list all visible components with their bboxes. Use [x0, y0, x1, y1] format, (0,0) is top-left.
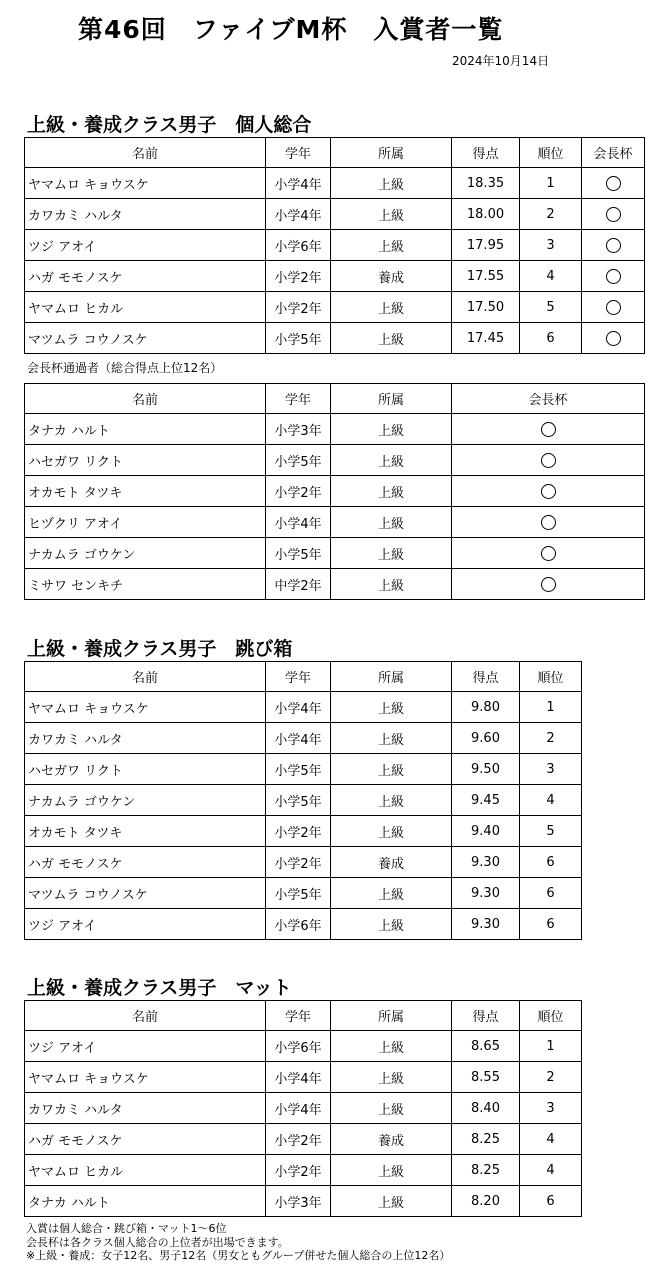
footer-notes [26, 1222, 450, 1263]
event-date: 2024年10月14日 [452, 54, 550, 68]
cell-name: ツジ アオイ [25, 909, 266, 940]
cell-name: カワカミ ハルタ [25, 723, 266, 754]
cell-affil: 上級 [331, 414, 452, 445]
column-header-score: 得点 [452, 662, 520, 692]
circle-mark-icon [541, 484, 556, 499]
table-row [25, 847, 582, 878]
table-row [25, 261, 645, 292]
circle-mark-icon [541, 453, 556, 468]
cell-rank: 1 [520, 692, 582, 723]
cell-rank: 2 [520, 1062, 582, 1093]
cell-rank: 5 [520, 292, 582, 323]
cell-grade: 小学2年 [266, 292, 331, 323]
section-title-overall: 上級・養成クラス男子 個人総合 [27, 114, 312, 136]
cell-name: ヤマムロ ヒカル [25, 1155, 266, 1186]
cell-rank: 2 [520, 723, 582, 754]
cell-affil: 上級 [331, 476, 452, 507]
column-header-chairman-cup: 会長杯 [582, 138, 645, 168]
circle-mark-icon [606, 331, 621, 346]
cell-rank: 4 [520, 1155, 582, 1186]
cell-name: オカモト タツキ [25, 816, 266, 847]
cell-score: 8.40 [452, 1093, 520, 1124]
table-row [25, 1124, 582, 1155]
cell-rank: 6 [520, 1186, 582, 1217]
mat-results-table [24, 1000, 582, 1217]
table-row [25, 723, 582, 754]
cell-name: ヤマムロ ヒカル [25, 292, 266, 323]
table-row [25, 1186, 582, 1217]
cell-affil: 上級 [331, 230, 452, 261]
table-row [25, 414, 645, 445]
table-row [25, 445, 645, 476]
cell-grade: 小学2年 [266, 476, 331, 507]
column-header-grade: 学年 [266, 662, 331, 692]
section-title-mat: 上級・養成クラス男子 マット [27, 977, 292, 999]
column-header-grade: 学年 [266, 1001, 331, 1031]
cell-name: カワカミ ハルタ [25, 199, 266, 230]
cell-chairman-cup [582, 230, 645, 261]
page-title: 第46回 ファイブM杯 入賞者一覧 [78, 15, 504, 44]
cell-affil: 上級 [331, 1155, 452, 1186]
table-row [25, 909, 582, 940]
table-row [25, 1031, 582, 1062]
cell-grade: 小学2年 [266, 847, 331, 878]
column-header-affiliation: 所属 [331, 662, 452, 692]
table-row [25, 1155, 582, 1186]
cell-affil: 上級 [331, 909, 452, 940]
cell-chairman-cup [582, 292, 645, 323]
cell-grade: 小学6年 [266, 1031, 331, 1062]
cell-chairman-cup [452, 507, 645, 538]
cell-name: ハガ モモノスケ [25, 847, 266, 878]
cell-name: ハガ モモノスケ [25, 1124, 266, 1155]
column-header-score: 得点 [452, 1001, 520, 1031]
cell-rank: 1 [520, 168, 582, 199]
cell-name: ヤマムロ キョウスケ [25, 168, 266, 199]
cell-grade: 小学3年 [266, 414, 331, 445]
cell-chairman-cup [582, 261, 645, 292]
circle-mark-icon [541, 546, 556, 561]
cell-rank: 4 [520, 1124, 582, 1155]
cell-affil: 上級 [331, 199, 452, 230]
cell-grade: 小学6年 [266, 230, 331, 261]
column-header-score: 得点 [452, 138, 520, 168]
cell-affil: 上級 [331, 692, 452, 723]
cell-score: 9.80 [452, 692, 520, 723]
cell-chairman-cup [452, 476, 645, 507]
cell-grade: 小学4年 [266, 507, 331, 538]
circle-mark-icon [606, 207, 621, 222]
cup-qualifiers-table [24, 383, 645, 600]
cell-grade: 小学5年 [266, 754, 331, 785]
cell-score: 9.60 [452, 723, 520, 754]
cell-affil: 上級 [331, 569, 452, 600]
cell-name: ヤマムロ キョウスケ [25, 692, 266, 723]
cell-score: 18.00 [452, 199, 520, 230]
cell-score: 9.45 [452, 785, 520, 816]
column-header-rank: 順位 [520, 1001, 582, 1031]
footer-note: 会長杯は各クラス個人総合の上位者が出場できます。 [26, 1235, 289, 1249]
cell-grade: 小学5年 [266, 323, 331, 354]
column-header-affiliation: 所属 [331, 384, 452, 414]
cell-rank: 6 [520, 847, 582, 878]
cell-affil: 上級 [331, 168, 452, 199]
cell-rank: 6 [520, 323, 582, 354]
cell-affil: 上級 [331, 507, 452, 538]
cell-score: 17.50 [452, 292, 520, 323]
column-header-name: 名前 [25, 1001, 266, 1031]
cell-name: ハセガワ リクト [25, 445, 266, 476]
cell-grade: 中学2年 [266, 569, 331, 600]
cell-grade: 小学4年 [266, 1062, 331, 1093]
cell-affil: 上級 [331, 1093, 452, 1124]
cell-grade: 小学5年 [266, 878, 331, 909]
column-header-chairman-cup: 会長杯 [452, 384, 645, 414]
cell-grade: 小学2年 [266, 261, 331, 292]
cell-affil: 上級 [331, 878, 452, 909]
cell-score: 9.40 [452, 816, 520, 847]
column-header-affiliation: 所属 [331, 138, 452, 168]
cell-rank: 4 [520, 785, 582, 816]
table-row [25, 323, 645, 354]
cell-name: タナカ ハルト [25, 414, 266, 445]
cell-affil: 上級 [331, 292, 452, 323]
cell-affil: 上級 [331, 445, 452, 476]
table-row [25, 538, 645, 569]
cell-name: タナカ ハルト [25, 1186, 266, 1217]
table-row [25, 816, 582, 847]
cell-grade: 小学4年 [266, 199, 331, 230]
cell-affil: 上級 [331, 1062, 452, 1093]
cell-name: カワカミ ハルタ [25, 1093, 266, 1124]
cell-score: 17.45 [452, 323, 520, 354]
cell-affil: 上級 [331, 323, 452, 354]
cell-rank: 3 [520, 1093, 582, 1124]
cell-chairman-cup [452, 538, 645, 569]
cell-score: 8.25 [452, 1155, 520, 1186]
table-row [25, 754, 582, 785]
cell-affil: 上級 [331, 538, 452, 569]
cell-score: 9.30 [452, 847, 520, 878]
cell-name: ナカムラ ゴウケン [25, 785, 266, 816]
table-row [25, 476, 645, 507]
circle-mark-icon [541, 422, 556, 437]
cell-rank: 3 [520, 230, 582, 261]
cell-affil: 上級 [331, 1031, 452, 1062]
cell-score: 8.25 [452, 1124, 520, 1155]
cell-score: 9.30 [452, 909, 520, 940]
cell-grade: 小学4年 [266, 168, 331, 199]
cell-name: ハセガワ リクト [25, 754, 266, 785]
vault-results-table [24, 661, 582, 940]
cell-rank: 2 [520, 199, 582, 230]
cell-grade: 小学4年 [266, 692, 331, 723]
cell-rank: 4 [520, 261, 582, 292]
column-header-name: 名前 [25, 138, 266, 168]
cell-name: マツムラ コウノスケ [25, 878, 266, 909]
cell-affil: 養成 [331, 261, 452, 292]
cell-grade: 小学2年 [266, 816, 331, 847]
cell-rank: 6 [520, 878, 582, 909]
cell-grade: 小学2年 [266, 1155, 331, 1186]
cell-rank: 1 [520, 1031, 582, 1062]
table-row [25, 199, 645, 230]
cell-score: 8.20 [452, 1186, 520, 1217]
circle-mark-icon [606, 300, 621, 315]
cell-name: ヤマムロ キョウスケ [25, 1062, 266, 1093]
cell-score: 8.65 [452, 1031, 520, 1062]
cup-qualifier-note: 会長杯通過者（総合得点上位12名） [27, 361, 223, 375]
circle-mark-icon [606, 238, 621, 253]
column-header-name: 名前 [25, 662, 266, 692]
column-header-name: 名前 [25, 384, 266, 414]
cell-name: ナカムラ ゴウケン [25, 538, 266, 569]
cell-chairman-cup [582, 199, 645, 230]
column-header-grade: 学年 [266, 138, 331, 168]
cell-affil: 上級 [331, 754, 452, 785]
cell-chairman-cup [582, 168, 645, 199]
cell-grade: 小学2年 [266, 1124, 331, 1155]
table-row [25, 1093, 582, 1124]
cell-name: ツジ アオイ [25, 1031, 266, 1062]
cell-rank: 6 [520, 909, 582, 940]
cell-score: 8.55 [452, 1062, 520, 1093]
circle-mark-icon [606, 176, 621, 191]
circle-mark-icon [606, 269, 621, 284]
cell-name: ミサワ センキチ [25, 569, 266, 600]
cell-grade: 小学3年 [266, 1186, 331, 1217]
cell-name: ハガ モモノスケ [25, 261, 266, 292]
cell-name: マツムラ コウノスケ [25, 323, 266, 354]
cell-rank: 5 [520, 816, 582, 847]
table-row [25, 292, 645, 323]
cell-score: 17.55 [452, 261, 520, 292]
circle-mark-icon [541, 577, 556, 592]
cell-chairman-cup [582, 323, 645, 354]
cell-affil: 上級 [331, 785, 452, 816]
table-row [25, 878, 582, 909]
cell-affil: 養成 [331, 847, 452, 878]
cell-rank: 3 [520, 754, 582, 785]
column-header-affiliation: 所属 [331, 1001, 452, 1031]
section-title-vault: 上級・養成クラス男子 跳び箱 [27, 638, 293, 660]
column-header-rank: 順位 [520, 138, 582, 168]
cell-affil: 養成 [331, 1124, 452, 1155]
column-header-grade: 学年 [266, 384, 331, 414]
table-row [25, 692, 582, 723]
table-row [25, 569, 645, 600]
cell-grade: 小学4年 [266, 1093, 331, 1124]
cell-score: 9.30 [452, 878, 520, 909]
cell-chairman-cup [452, 445, 645, 476]
cell-name: オカモト タツキ [25, 476, 266, 507]
cell-affil: 上級 [331, 1186, 452, 1217]
cell-grade: 小学4年 [266, 723, 331, 754]
cell-score: 9.50 [452, 754, 520, 785]
cell-grade: 小学5年 [266, 445, 331, 476]
cell-grade: 小学6年 [266, 909, 331, 940]
overall-results-table [24, 137, 645, 354]
cell-name: ツジ アオイ [25, 230, 266, 261]
circle-mark-icon [541, 515, 556, 530]
cell-chairman-cup [452, 569, 645, 600]
cell-score: 18.35 [452, 168, 520, 199]
footer-note: 入賞は個人総合・跳び箱・マット1～6位 [26, 1222, 227, 1235]
cell-chairman-cup [452, 414, 645, 445]
cell-affil: 上級 [331, 816, 452, 847]
cell-affil: 上級 [331, 723, 452, 754]
cell-score: 17.95 [452, 230, 520, 261]
footer-note: ※上級・養成：女子12名、男子12名（男女ともグループ併せた個人総合の上位12名） [26, 1249, 451, 1262]
table-row [25, 1062, 582, 1093]
cell-grade: 小学5年 [266, 538, 331, 569]
table-row [25, 507, 645, 538]
table-row [25, 230, 645, 261]
cell-grade: 小学5年 [266, 785, 331, 816]
table-row [25, 168, 645, 199]
cell-name: ヒヅクリ アオイ [25, 507, 266, 538]
column-header-rank: 順位 [520, 662, 582, 692]
table-row [25, 785, 582, 816]
